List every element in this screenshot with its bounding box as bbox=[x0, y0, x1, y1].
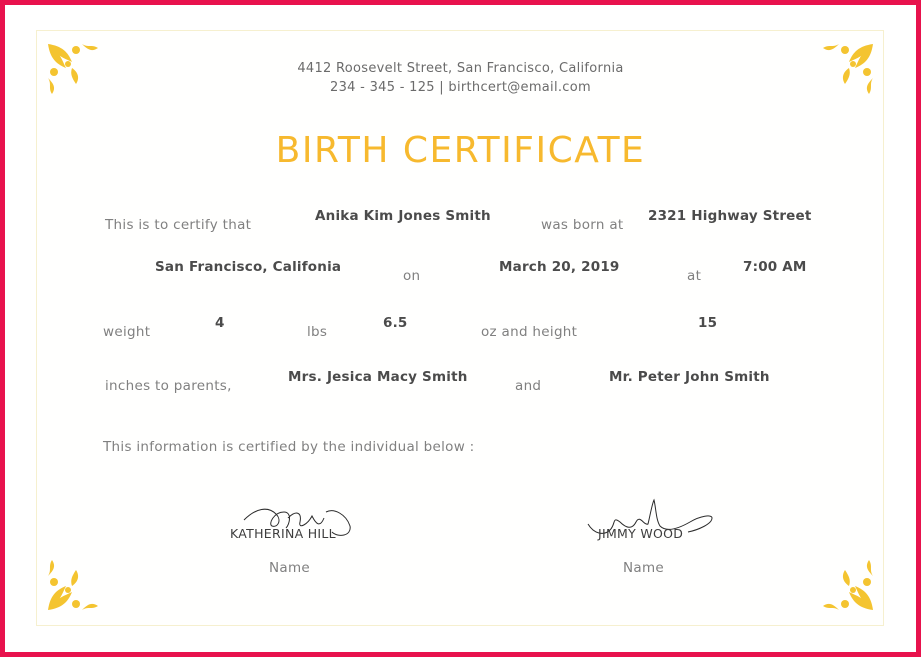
signatory-name-2: JIMMY WOOD bbox=[598, 526, 684, 541]
certified-by-label: This information is certified by the individual below : bbox=[103, 439, 475, 455]
certificate-title: BIRTH CERTIFICATE bbox=[275, 130, 646, 171]
floral-corner-ornament-icon bbox=[42, 552, 106, 616]
birth-city: San Francisco, Califonia bbox=[155, 259, 342, 275]
contact-line: 234 - 345 - 125 | birthcert@email.com bbox=[330, 80, 591, 95]
floral-corner-ornament-icon bbox=[815, 552, 879, 616]
child-name: Anika Kim Jones Smith bbox=[315, 208, 491, 224]
birth-date: March 20, 2019 bbox=[499, 259, 620, 275]
weight-oz-value: 6.5 bbox=[383, 315, 408, 331]
address-line: 4412 Roosevelt Street, San Francisco, California bbox=[297, 61, 624, 76]
oz-height-label: oz and height bbox=[481, 324, 578, 340]
father-name: Mr. Peter John Smith bbox=[609, 369, 770, 385]
signatory-name-1: KATHERINA HILL bbox=[230, 526, 336, 541]
inches-parents-label: inches to parents, bbox=[105, 378, 232, 394]
weight-lbs-value: 4 bbox=[215, 315, 225, 331]
certificate-inner-panel bbox=[36, 30, 884, 626]
signatory-caption-2: Name bbox=[623, 560, 665, 576]
height-value: 15 bbox=[698, 315, 718, 331]
weight-label: weight bbox=[103, 324, 151, 340]
on-label: on bbox=[403, 268, 421, 284]
born-at-label: was born at bbox=[541, 217, 624, 233]
birth-street: 2321 Highway Street bbox=[648, 208, 812, 224]
mother-name: Mrs. Jesica Macy Smith bbox=[288, 369, 468, 385]
certify-label: This is to certify that bbox=[105, 217, 252, 233]
and-label: and bbox=[515, 378, 542, 394]
signatory-caption-1: Name bbox=[269, 560, 311, 576]
at-label: at bbox=[687, 268, 702, 284]
lbs-label: lbs bbox=[307, 324, 328, 340]
birth-time: 7:00 AM bbox=[743, 259, 807, 275]
